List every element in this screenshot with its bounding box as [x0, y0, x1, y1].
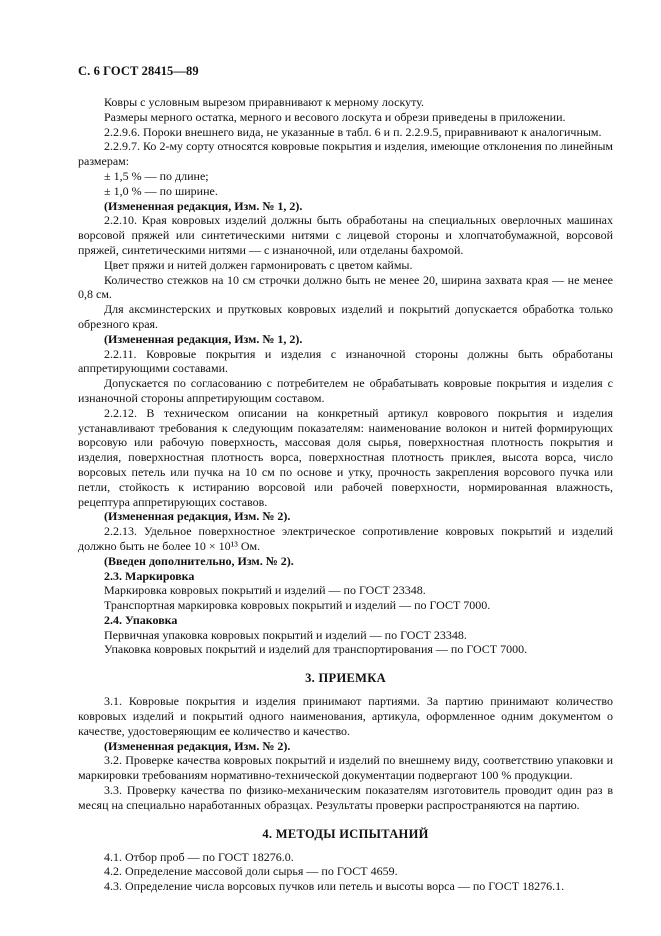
amendment-note: (Измененная редакция, Изм. № 2). [104, 509, 291, 524]
paragraph: 2.2.10. Края ковровых изделий должны быть обработаны на специальных оверлочных машинах ворсовой пряжей или синтетическими нитями с лицевой стороны и хлопчатобумажной, ворсовой пряжей, синтетическими нитями — с изнаночной, или отделаны бахромой. [78, 213, 613, 257]
paragraph: Ковры с условным вырезом приравнивают к мерному лоскуту. [104, 95, 425, 109]
paragraph: 3.1. Ковровые покрытия и изделия принимают партиями. За партию принимают количество ковровых изделий и покрытий одного наименования, артикула, оформленное одним документом о качестве, удостоверяющим ее количество и качество. [78, 694, 613, 738]
paragraph: Транспортная маркировка ковровых покрытий и изделий — по ГОСТ 7000. [104, 598, 491, 613]
paragraph: Размеры мерного остатка, мерного и весового лоскута и обрези приведены в приложении. [104, 109, 566, 124]
paragraph: Допускается по согласованию с потребителем не обрабатывать ковровые покрытия и изделия с изнаночной стороны аппретирующим составом. [78, 376, 613, 405]
section-title: 4. МЕТОДЫ ИСПЫТАНИЙ [262, 826, 429, 841]
paragraph: 4.3. Определение числа ворсовых пучков или петель и высоты ворса — по ГОСТ 18276.1. [104, 879, 565, 894]
amendment-note: (Введен дополнительно, Изм. № 2). [104, 553, 294, 568]
page-header: С. 6 ГОСТ 28415—89 [78, 64, 199, 78]
paragraph: Для аксминстерских и прутковых ковровых изделий и покрытий допускается обработка только обрезного края. [78, 302, 613, 331]
amendment-note: (Измененная редакция, Изм. № 1, 2). [104, 198, 303, 213]
amendment-note: (Измененная редакция, Изм. № 1, 2). [104, 331, 303, 346]
paragraph: 2.2.12. В техническом описании на конкретный артикул коврового покрытия и изделия устанавливают требования к следующим показателям: наименование волокон и нитей формирующих ворсовую или рабочую поверхность, массовая доля сырья, поверхностная плотность покрытия и изделия, поверхностная плотность ворса, поверхностная плотность приклея, высота ворса, число ворсовых петель или пучка на 10 см по основе и утку, прочность закрепления ворсового пучка или петли, стойкость к истиранию ворсовой или рабочей поверхности, нормированная влажность, рецептура аппретирующих составов. [78, 405, 613, 509]
subsection-heading: 2.3. Маркировка [104, 568, 195, 583]
paragraph: Упаковка ковровых покрытий и изделий для транспортирования — по ГОСТ 7000. [104, 642, 528, 657]
paragraph: 3.2. Проверке качества ковровых покрытий и изделий по внешнему виду, соответствию упаковки и маркировки требованиям нормативно-технической документации подвергают 100 % продукции. [78, 753, 613, 783]
section-title: 3. ПРИЕМКА [305, 671, 386, 686]
subsection-heading: 2.4. Упаковка [104, 612, 178, 627]
paragraph: Цвет пряжи и нитей должен гармонировать с цветом каймы. [104, 257, 413, 272]
paragraph: Первичная упаковка ковровых покрытий и изделий — по ГОСТ 23348. [104, 627, 467, 642]
paragraph: ± 1,0 % — по ширине. [104, 183, 218, 198]
paragraph: 2.2.11. Ковровые покрытия и изделия с изнаночной стороны должны быть обработаны аппретирующими составами. [78, 346, 613, 376]
paragraph: 2.2.9.7. Ко 2-му сорту относятся ковровые покрытия и изделия, имеющие отклонения по линейным размерам: [78, 139, 613, 169]
paragraph: ± 1,5 % — по длине; [104, 168, 209, 183]
paragraph: 3.3. Проверку качества по физико-механическим показателям изготовитель проводит один раз в месяц на специально наработанных образцах. Результаты проверки распространяются на партию. [78, 783, 613, 812]
paragraph: 4.1. Отбор проб — по ГОСТ 18276.0. [104, 849, 294, 864]
amendment-note: (Измененная редакция, Изм. № 2). [104, 738, 291, 753]
paragraph: 2.2.13. Удельное поверхностное электрическое сопротивление ковровых покрытий и изделий должно быть не более 10 × 10¹³ Ом. [78, 524, 613, 553]
paragraph: 4.2. Определение массовой доли сырья — по ГОСТ 4659. [104, 864, 398, 879]
paragraph: Количество стежков на 10 см строчки должно быть не менее 20, ширина захвата края — не менее 0,8 см. [78, 272, 613, 302]
paragraph: 2.2.9.6. Пороки внешнего вида, не указанные в табл. 6 и п. 2.2.9.5, приравнивают к аналогичным. [104, 124, 602, 139]
paragraph: Маркировка ковровых покрытий и изделий — по ГОСТ 23348. [104, 583, 426, 598]
document-body [78, 95, 613, 894]
